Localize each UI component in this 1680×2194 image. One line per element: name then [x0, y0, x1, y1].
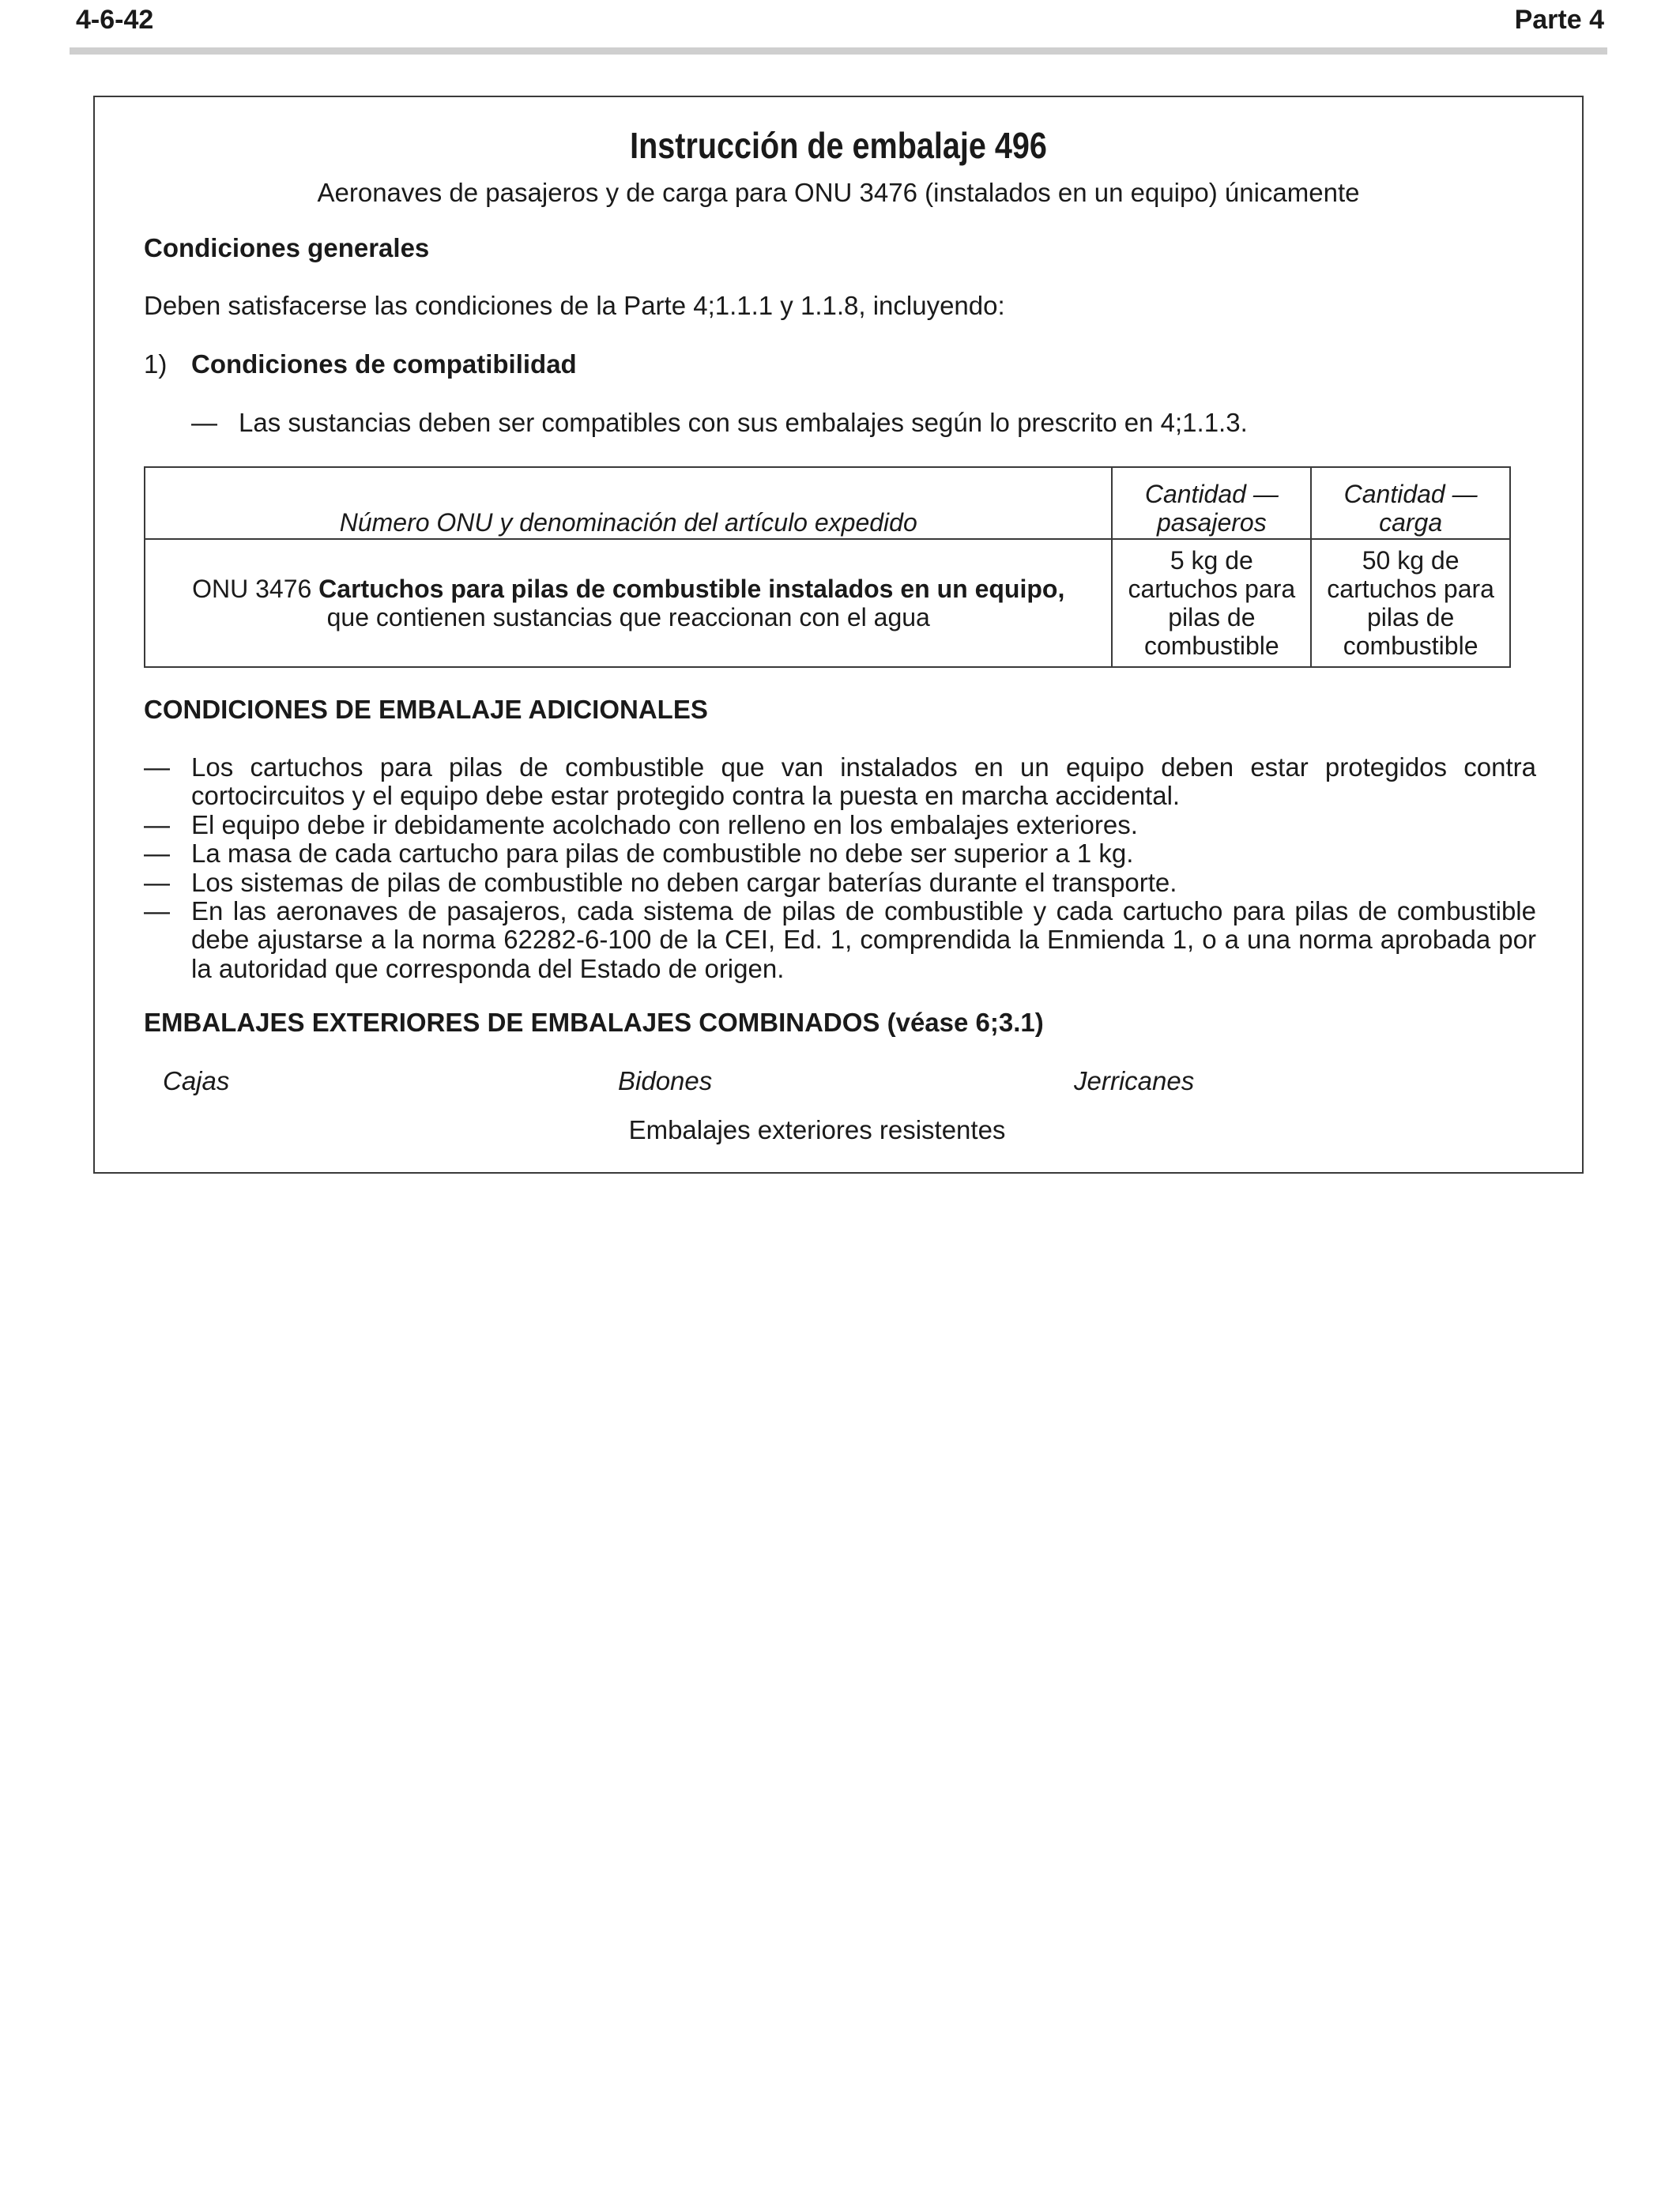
- list-item: — Los sistemas de pilas de combustible no deben cargar baterías durante el transporte.: [144, 867, 1177, 897]
- list-item: — La masa de cada cartucho para pilas de combustible no debe ser superior a 1 kg.: [144, 839, 1134, 869]
- compat-number: 1): [144, 349, 168, 379]
- table-header-row: [145, 467, 1510, 539]
- packaging-type-drums: Bidones: [618, 1066, 713, 1095]
- compat-text: Las sustancias deben ser compatibles con sus embalajes según lo prescrito en 4;1.1.3.: [239, 408, 1248, 437]
- additional-conditions-list: [144, 753, 1536, 983]
- cell-un-name: ONU 3476 Cartuchos para pilas de combustible instalados en un equipo, que contienen sustancias que reaccionan con el agua: [145, 539, 1112, 667]
- header-qty-cargo: Cantidad — carga: [1311, 467, 1510, 539]
- list-item: — Los cartuchos para pilas de combustible que van instalados en un equipo deben estar protegidos contra cortocircuitos y el equipo debe estar protegido contra la puesta en marcha accidental.: [144, 752, 1536, 811]
- outer-packaging-heading: EMBALAJES EXTERIORES DE EMBALAJES COMBINADOS (véase 6;3.1): [144, 1008, 1044, 1037]
- instruction-title: Instrucción de embalaje 496: [630, 125, 1047, 166]
- header-rule: [70, 47, 1607, 55]
- part-label: Parte 4: [1514, 5, 1604, 35]
- table-row: [145, 539, 1510, 667]
- page-number: 4-6-42: [76, 5, 154, 35]
- header-qty-passenger: Cantidad — pasajeros: [1112, 467, 1311, 539]
- packaging-type-boxes: Cajas: [163, 1066, 230, 1095]
- header-un-name: Número ONU y denominación del artículo expedido: [145, 467, 1112, 539]
- instruction-subtitle: Aeronaves de pasajeros y de carga para ONU 3476 (instalados en un equipo) únicamente: [317, 178, 1360, 207]
- list-item: — En las aeronaves de pasajeros, cada sistema de pilas de combustible y cada cartucho para pilas de combustible debe ajustarse a la norma 62282-6-100 de la CEI, Ed. 1, comprendida la Enmienda 1, o a una norma aprobada por la autoridad que corresponda del Estado de origen.: [144, 896, 1536, 983]
- items-table: [144, 466, 1511, 668]
- general-text: Deben satisfacerse las condiciones de la Parte 4;1.1.1 y 1.1.8, incluyendo:: [144, 291, 1005, 320]
- compat-heading: Condiciones de compatibilidad: [191, 349, 577, 379]
- compat-dash: —: [191, 408, 217, 437]
- cell-qty-passenger: 5 kg de cartuchos para pilas de combustible: [1112, 539, 1311, 667]
- packaging-type-jerricans: Jerricanes: [1074, 1066, 1195, 1095]
- packing-instruction-box: [93, 96, 1584, 1174]
- outer-packaging-note: Embalajes exteriores resistentes: [628, 1115, 1006, 1144]
- general-heading: Condiciones generales: [144, 233, 430, 262]
- list-item: — El equipo debe ir debidamente acolchado con relleno en los embalajes exteriores.: [144, 809, 1138, 839]
- additional-heading: CONDICIONES DE EMBALAJE ADICIONALES: [144, 695, 708, 724]
- cell-qty-cargo: 50 kg de cartuchos para pilas de combustible: [1311, 539, 1510, 667]
